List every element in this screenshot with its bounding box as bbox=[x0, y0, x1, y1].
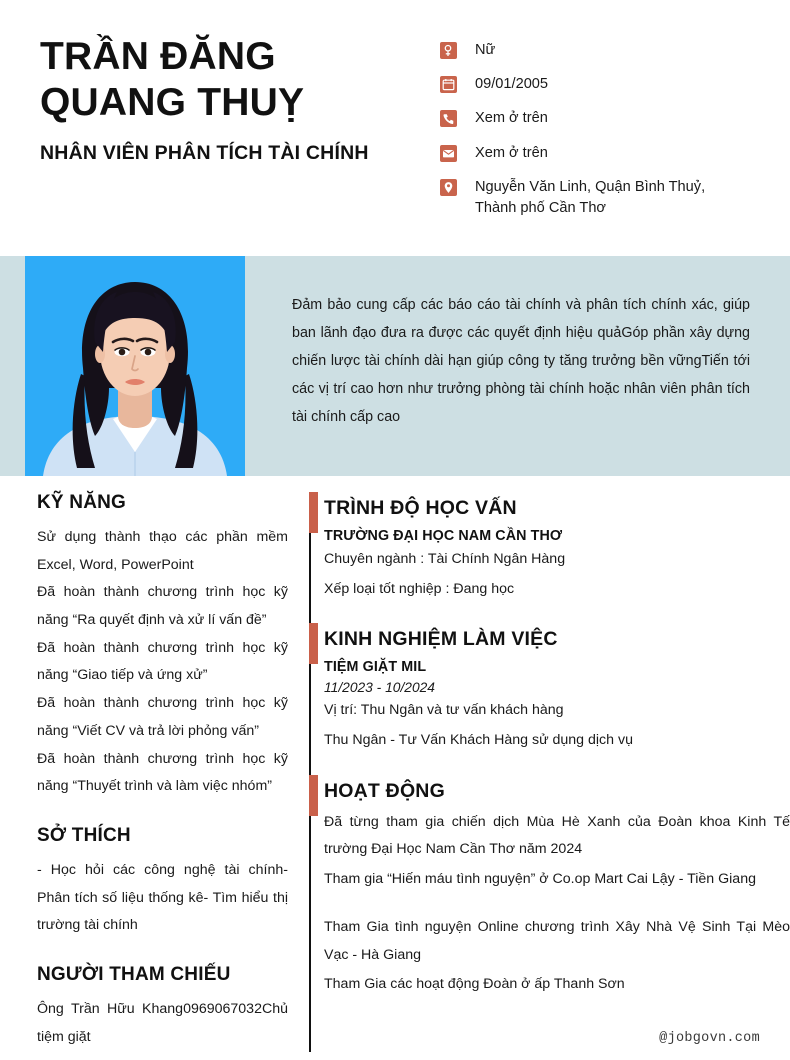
phone-icon bbox=[440, 110, 457, 127]
section-heading-skills: KỸ NĂNG bbox=[37, 492, 127, 513]
page-title: NHÂN VIÊN PHÂN TÍCH TÀI CHÍNH bbox=[40, 142, 369, 165]
skill-item: Đã hoàn thành chương trình học kỹ năng “Giao tiếp và ứng xử” bbox=[37, 639, 288, 684]
accent-bar bbox=[309, 492, 318, 533]
contact-row-email[interactable] bbox=[440, 143, 760, 164]
contact-value-phone: Xem ở trên bbox=[475, 110, 548, 127]
education-line: Chuyên ngành : Tài Chính Ngân Hàng bbox=[324, 551, 566, 567]
activity-item: Đã từng tham gia chiến dịch Mùa Hè Xanh của Đoàn khoa Kinh Tế trường Đại Học Nam Cần Thơ năm 2024 bbox=[324, 813, 790, 858]
contact-value-email: Xem ở trên bbox=[475, 144, 548, 161]
experience-date-range: 11/2023 - 10/2024 bbox=[324, 680, 435, 696]
spacer bbox=[324, 755, 790, 775]
contact-row-birthdate bbox=[440, 74, 760, 95]
accent-bar bbox=[309, 775, 318, 816]
section-heading-experience: KINH NGHIỆM LÀM VIỆC bbox=[324, 628, 558, 651]
cv-body bbox=[0, 476, 790, 1051]
candidate-name-line-2: QUANG THUỴ bbox=[40, 81, 305, 125]
contact-list bbox=[440, 34, 790, 256]
activity-item: Tham Gia tình nguyện Online chương trình Xây Nhà Vệ Sinh Tại Mèo Vạc - Hà Giang bbox=[324, 918, 790, 963]
contact-row-gender bbox=[440, 40, 760, 61]
contact-value-gender: Nữ bbox=[475, 42, 496, 58]
candidate-name-line-1: TRẦN ĐĂNG bbox=[40, 35, 276, 78]
experience-line: Vị trí: Thu Ngân và tư vấn khách hàng bbox=[324, 702, 564, 719]
cv-header bbox=[0, 0, 790, 256]
section-heading-references: NGƯỜI THAM CHIẾU bbox=[37, 963, 231, 985]
career-objective-text: Đảm bảo cung cấp các báo cáo tài chính và phân tích chính xác, giúp ban lãnh đạo đưa ra được các quyết định hiệu quảGóp phần xây dựng chiến lược tài chính dài hạn giúp công ty tăng trưởng bền vữngTiến tới các vị trí cao hơn như trưởng phòng tài chính hoặc nhân viên phân tích tài chính cấp cao bbox=[292, 297, 750, 425]
skill-item: Sử dụng thành thạo các phần mềm Excel, Word, PowerPoint bbox=[37, 529, 288, 573]
section-education bbox=[324, 492, 790, 520]
location-icon bbox=[440, 179, 457, 196]
contact-row-phone[interactable] bbox=[440, 108, 760, 129]
section-heading-hobbies: SỞ THÍCH bbox=[37, 824, 131, 846]
experience-line: Thu Ngân - Tư Vấn Khách Hàng sử dụng dịch vụ bbox=[324, 732, 633, 749]
avatar bbox=[25, 256, 245, 476]
skill-item: Đã hoàn thành chương trình học kỹ năng “Ra quyết định và xử lí vấn đề” bbox=[37, 584, 288, 629]
right-column bbox=[300, 492, 790, 1051]
gender-icon bbox=[440, 42, 457, 59]
left-column bbox=[0, 492, 300, 1051]
skill-item: Đã hoàn thành chương trình học kỹ năng “Thuyết trình và làm việc nhóm” bbox=[37, 750, 288, 795]
column-divider bbox=[309, 492, 311, 1052]
reference-item: Ông Trần Hữu Khang0969067032Chủ tiệm giặt bbox=[37, 1000, 288, 1045]
hobby-item: - Học hỏi các công nghệ tài chính- Phân tích số liệu thống kê- Tìm hiểu thị trường tài chính bbox=[37, 861, 288, 934]
activity-item: Tham gia “Hiến máu tình nguyện” ở Co.op Mart Cai Lậy - Tiền Giang bbox=[324, 871, 756, 888]
watermark: @jobgovn.com bbox=[659, 1031, 760, 1046]
skill-item: Đã hoàn thành chương trình học kỹ năng “Viết CV và trả lời phỏng vấn” bbox=[37, 695, 288, 739]
contact-row-address bbox=[440, 177, 760, 218]
education-line: Xếp loại tốt nghiệp : Đang học bbox=[324, 580, 515, 597]
portrait-photo bbox=[25, 256, 245, 476]
spacer bbox=[324, 894, 790, 912]
contact-value-birthdate: 09/01/2005 bbox=[475, 76, 549, 93]
header-identity bbox=[0, 34, 440, 256]
spacer bbox=[324, 603, 790, 623]
section-experience bbox=[324, 623, 790, 651]
contact-value-address: Nguyễn Văn Linh, Quận Bình Thuỷ, Thành phố Cần Thơ bbox=[475, 178, 706, 216]
profile-banner bbox=[0, 256, 790, 476]
section-heading-activities: HOẠT ĐỘNG bbox=[324, 779, 445, 802]
section-activities bbox=[324, 775, 790, 803]
email-icon bbox=[440, 145, 457, 162]
calendar-icon bbox=[440, 76, 457, 93]
education-school: TRƯỜNG ĐẠI HỌC NAM CẦN THƠ bbox=[324, 528, 563, 544]
activity-item: Tham Gia các hoạt động Đoàn ở ấp Thanh Sơn bbox=[324, 976, 625, 993]
section-heading-education: TRÌNH ĐỘ HỌC VẤN bbox=[324, 497, 517, 519]
accent-bar bbox=[309, 623, 318, 664]
experience-company: TIỆM GIẶT MIL bbox=[324, 659, 427, 676]
